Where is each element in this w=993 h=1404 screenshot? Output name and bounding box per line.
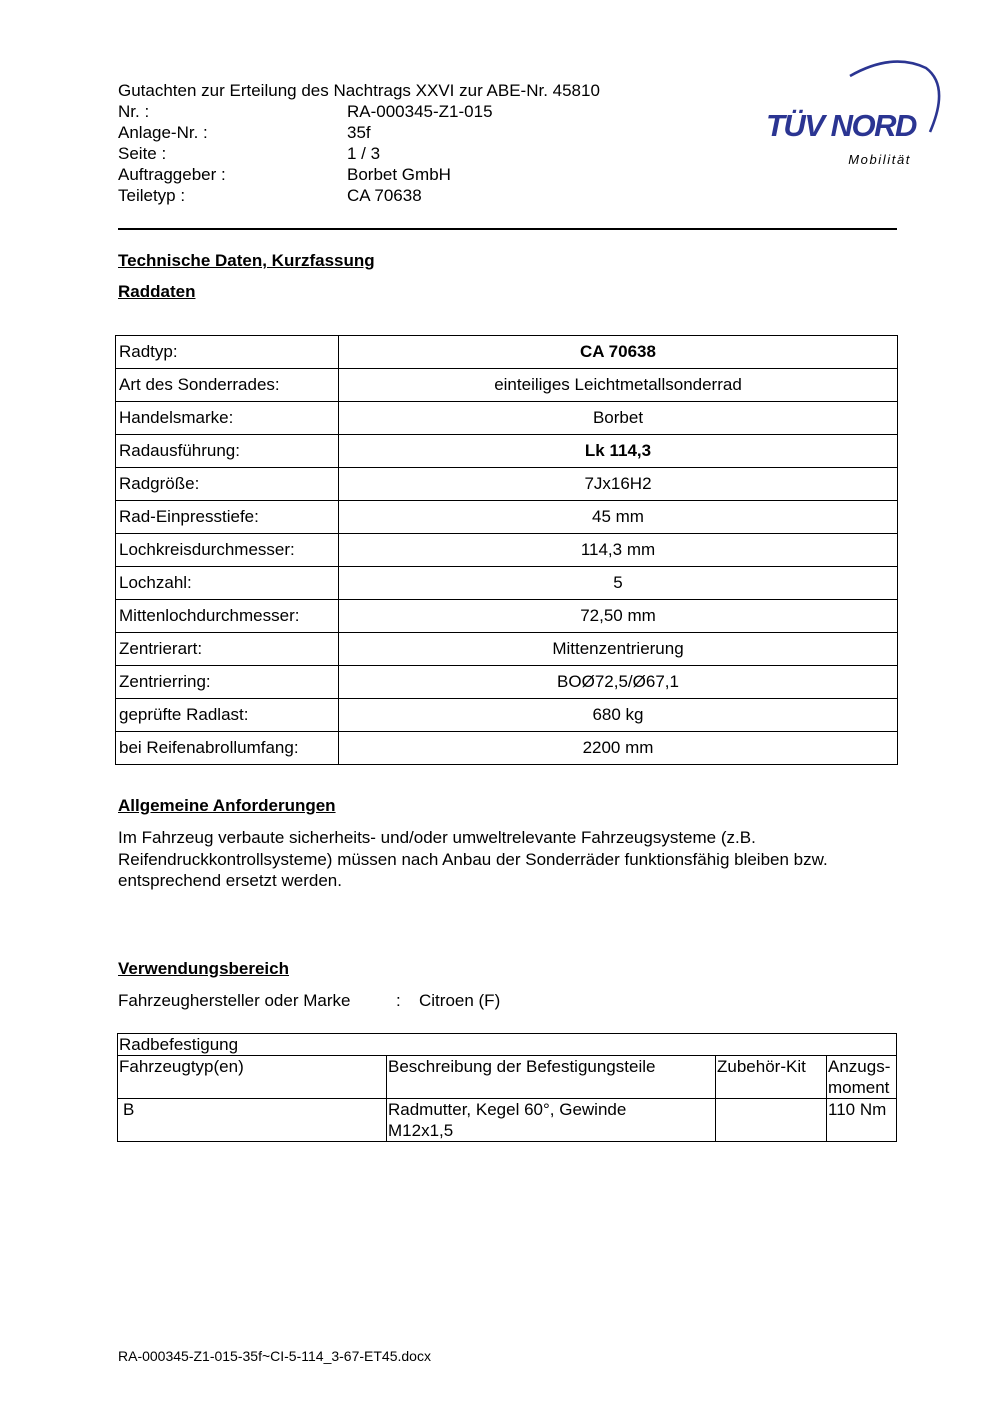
section-subtitle: Raddaten [118, 282, 196, 301]
row-value: CA 70638 [339, 336, 898, 369]
header-label: Teiletyp : [118, 186, 186, 205]
row-value: BOØ72,5/Ø67,1 [339, 666, 898, 699]
header-value: RA-000345-Z1-015 [347, 102, 493, 121]
row-label: Radausführung: [116, 435, 339, 468]
header-divider [118, 228, 897, 230]
row-value: 2200 mm [339, 732, 898, 765]
maker-value: Citroen (F) [419, 991, 501, 1010]
row-label: Radtyp: [116, 336, 339, 369]
row-label: Zentrierart: [116, 633, 339, 666]
maker-label: Fahrzeughersteller oder Marke [118, 991, 351, 1010]
row-label: Lochzahl: [116, 567, 339, 600]
header-line: Anzugs- [828, 1057, 891, 1076]
cell-line: Radmutter, Kegel 60°, Gewinde [388, 1100, 627, 1119]
header-line: moment [828, 1078, 890, 1097]
table-title-row [118, 1034, 897, 1056]
row-label: Rad-Einpresstiefe: [116, 501, 339, 534]
header-row-nr [118, 101, 600, 122]
cell-anzugsmoment: 110 Nm [827, 1099, 897, 1142]
logo-brand-text: TÜV NORD [766, 108, 916, 143]
row-label: Zentrierring: [116, 666, 339, 699]
logo-sub-text: Mobilität [848, 152, 911, 167]
document-header [118, 80, 600, 206]
header-label: Nr. : [118, 102, 150, 121]
row-value: 7Jx16H2 [339, 468, 898, 501]
header-value: 35f [347, 123, 371, 142]
header-row-auftraggeber [118, 164, 600, 185]
table-row [116, 402, 898, 435]
header-fahrzeugtyp: Fahrzeugtyp(en) [118, 1056, 387, 1099]
tuv-nord-logo [764, 56, 944, 172]
header-value: 1 / 3 [347, 144, 381, 163]
raddaten-table [115, 335, 898, 765]
table-row [116, 699, 898, 732]
cell-line: M12x1,5 [388, 1121, 454, 1140]
table-header-row [118, 1056, 897, 1099]
paragraph-line: Reifendruckkontrollsysteme) müssen nach Anbau der Sonderräder funktionsfähig bleiben bzw. [118, 849, 828, 869]
row-value: Mittenzentrierung [339, 633, 898, 666]
header-label: Auftraggeber : [118, 165, 226, 184]
row-value: 680 kg [339, 699, 898, 732]
row-label: Mittenlochdurchmesser: [116, 600, 339, 633]
row-label: geprüfte Radlast: [116, 699, 339, 732]
footer-filename: RA-000345-Z1-015-35f~CI-5-114_3-67-ET45.docx [118, 1348, 431, 1364]
row-label: Art des Sonderrades: [116, 369, 339, 402]
row-value: 72,50 mm [339, 600, 898, 633]
cell-beschreibung [387, 1099, 716, 1142]
cell-zubehoer-kit [716, 1099, 827, 1142]
table-row [116, 369, 898, 402]
table-row [116, 600, 898, 633]
header-beschreibung: Beschreibung der Befestigungsteile [387, 1056, 716, 1099]
row-label: bei Reifenabrollumfang: [116, 732, 339, 765]
paragraph-line: entsprechend ersetzt werden. [118, 871, 342, 890]
row-label: Lochkreisdurchmesser: [116, 534, 339, 567]
document-title: Gutachten zur Erteilung des Nachtrags XXVI zur ABE-Nr. 45810 [118, 81, 600, 100]
table-row [116, 468, 898, 501]
verwendung-title: Verwendungsbereich [118, 959, 289, 978]
maker-separator: : [396, 991, 401, 1010]
header-label: Anlage-Nr. : [118, 123, 208, 142]
row-value: 114,3 mm [339, 534, 898, 567]
header-anzugsmoment [827, 1056, 897, 1099]
table-row [116, 567, 898, 600]
row-label: Handelsmarke: [116, 402, 339, 435]
table-row [116, 666, 898, 699]
header-row-teiletyp [118, 185, 600, 206]
header-row-anlage [118, 122, 600, 143]
table-row [118, 1099, 897, 1142]
header-label: Seite : [118, 144, 167, 163]
table-title: Radbefestigung [118, 1034, 897, 1056]
section-title: Technische Daten, Kurzfassung [118, 251, 375, 270]
allgemein-title: Allgemeine Anforderungen [118, 796, 336, 815]
row-value: Borbet [339, 402, 898, 435]
row-value: 45 mm [339, 501, 898, 534]
table-row [116, 501, 898, 534]
radbefestigung-table [117, 1033, 897, 1142]
row-value: 5 [339, 567, 898, 600]
header-value: CA 70638 [347, 186, 422, 205]
table-row [116, 633, 898, 666]
table-row [116, 534, 898, 567]
table-row [116, 435, 898, 468]
header-zubehoer-kit: Zubehör-Kit [716, 1056, 827, 1099]
table-row [116, 336, 898, 369]
table-row [116, 732, 898, 765]
row-value: Lk 114,3 [339, 435, 898, 468]
paragraph-line: Im Fahrzeug verbaute sicherheits- und/oder umweltrelevante Fahrzeugsysteme (z.B. [118, 828, 756, 847]
cell-fahrzeugtyp: B [118, 1099, 387, 1142]
allgemein-paragraph [118, 827, 908, 892]
header-row-seite [118, 143, 600, 164]
row-value: einteiliges Leichtmetallsonderrad [339, 369, 898, 402]
header-value: Borbet GmbH [347, 165, 451, 184]
row-label: Radgröße: [116, 468, 339, 501]
